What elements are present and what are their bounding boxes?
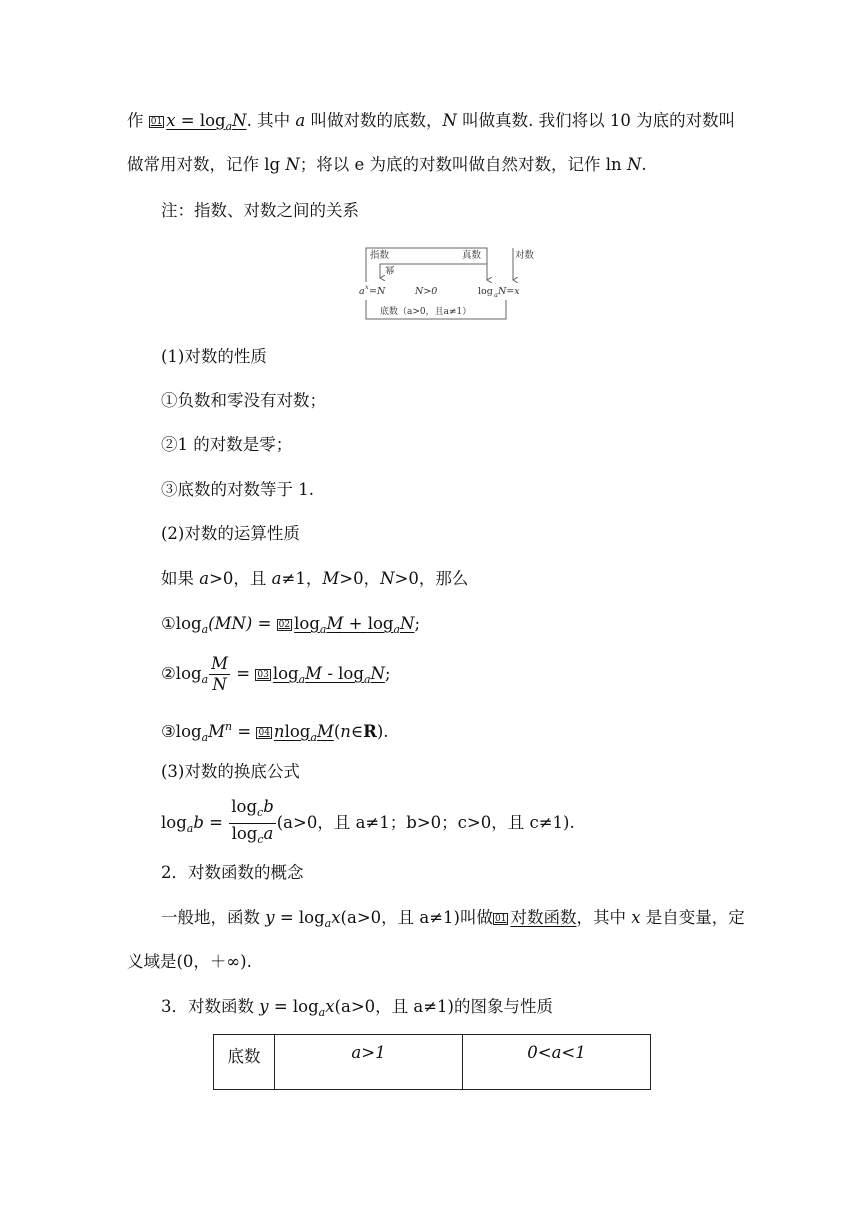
label-log-sub: a xyxy=(494,291,498,299)
property-1: ①负数和零没有对数； xyxy=(161,391,326,410)
label-base-condition: 底数（a>0，且a≠1） xyxy=(380,307,472,317)
label-x-exp: x xyxy=(365,283,369,291)
property-3: ③底数的对数等于 1. xyxy=(161,480,314,499)
properties-table xyxy=(213,1034,651,1090)
answer-badge-01b: 01 xyxy=(495,914,507,924)
condition-line: 如果 a>0，且 a≠1，M>0，N>0，那么 xyxy=(161,569,469,588)
rule-power: $③\log_aM^n = 04$ nlog$_a$M(n∈R). xyxy=(161,720,389,744)
fraction-M-over-N: $\frac{M}{N}$ xyxy=(211,654,229,694)
table-header-base: 底数 xyxy=(214,1035,275,1090)
mi-connector xyxy=(380,264,487,278)
section-2-heading: (2)对数的运算性质 xyxy=(161,524,300,543)
label-zhenshu: 真数 xyxy=(462,250,482,261)
rule-product: $①\log_a(MN) = 02$ $\log_aM + \log_aN$; xyxy=(161,614,421,636)
paragraph-line-1: 作 01 $x = \log_aN$. 其中 a 叫做对数的底数，N 叫做真数. 我们将以 10 为底的对数叫 xyxy=(127,111,736,133)
label-mi: 幂 xyxy=(385,266,395,277)
note-heading: 注：指数、对数之间的关系 xyxy=(161,201,359,220)
table-row xyxy=(214,1035,651,1090)
paragraph-line-2: 做常用对数，记作 lg N；将以 e 为底的对数叫做自然对数，记作 ln N. xyxy=(127,155,647,174)
change-of-base-formula: $\log_ab$ = $\frac{\log_cb}{\log_ca}$ (a>0，且 a≠1；b>0；c>0，且 c≠1). xyxy=(161,797,575,851)
table-header-a-gt-1: a>1 xyxy=(275,1035,463,1090)
answer-badge-01: 01 xyxy=(150,117,163,127)
definition-line-1: 一般地，函数 $y = \log_ax(a>0$，且 a≠1)叫做 01 对数函数，其中 x 是自变量，定 xyxy=(161,908,745,930)
label-eq-N: =N xyxy=(369,286,386,297)
definition-line-2: 义域是(0，＋∞). xyxy=(127,952,252,971)
heading-2: 2．对数函数的概念 xyxy=(161,863,304,882)
label-zhishu: 指数 xyxy=(370,250,390,261)
section-1-heading: (1)对数的性质 xyxy=(161,347,267,366)
label-N-positive: N>0 xyxy=(415,286,438,297)
answer-badge-04: 04 xyxy=(258,728,270,738)
exponent-log-diagram xyxy=(356,244,542,324)
label-logN-x: N=x xyxy=(498,286,520,297)
fraction-log-ratio: $\frac{\log_cb}{\log_ca}$ xyxy=(231,797,274,846)
answer-badge-03: 03 xyxy=(257,670,269,680)
table-header-a-lt-1: 0<a<1 xyxy=(463,1035,651,1090)
rule-quotient: $②\log_a$ $\frac{M}{N}$ = 03 $\log_aM - \log_aN$; xyxy=(161,654,391,694)
section-3-heading: (3)对数的换底公式 xyxy=(161,762,300,781)
label-a: a xyxy=(359,286,365,297)
label-log: log xyxy=(478,286,493,297)
answer-badge-02: 02 xyxy=(278,620,291,630)
property-2: ②1 的对数是零； xyxy=(161,435,293,454)
heading-3: 3．对数函数 $y = \log_ax(a>0$，且 a≠1)的图象与性质 xyxy=(161,997,553,1019)
label-duishu: 对数 xyxy=(515,250,535,261)
